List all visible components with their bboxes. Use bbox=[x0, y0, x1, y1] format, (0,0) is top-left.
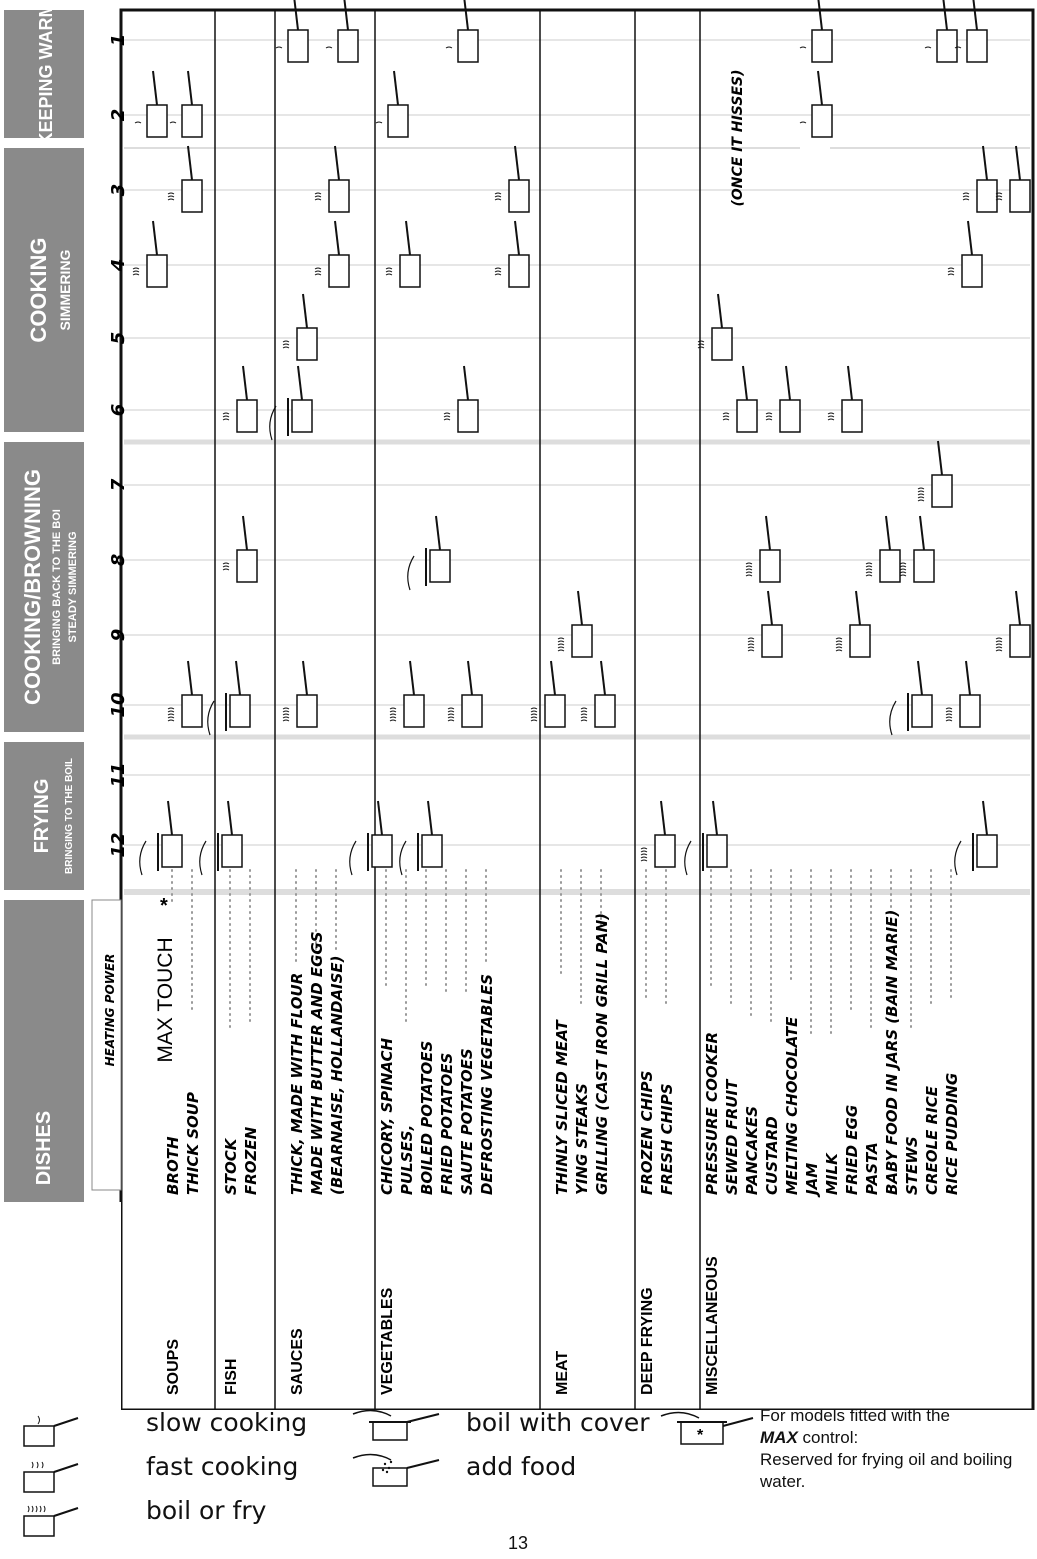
dish-labels bbox=[164, 910, 961, 1198]
left-bands bbox=[4, 10, 121, 1410]
dish-label: CREOLE RICE bbox=[923, 1086, 941, 1195]
pot-icon bbox=[444, 366, 478, 432]
band-subtitle-steady: STEADY SIMMERING bbox=[67, 531, 79, 643]
legend-slow-cooking: slow cooking bbox=[146, 1408, 308, 1437]
dish-label: PASTA bbox=[863, 1142, 881, 1195]
level-5: 5 bbox=[108, 331, 129, 345]
pot-icon bbox=[223, 516, 257, 582]
level-9: 9 bbox=[108, 628, 129, 642]
dish-label: PRESSURE COOKER bbox=[703, 1032, 721, 1195]
pot-icon bbox=[133, 221, 167, 287]
pot-icon bbox=[890, 661, 932, 735]
dish-label: MADE WITH BUTTER AND EGGS bbox=[308, 931, 326, 1195]
slow-cooking-icon bbox=[18, 1410, 88, 1450]
level-2: 2 bbox=[108, 108, 129, 122]
pot-icon bbox=[270, 366, 312, 440]
pot-icons bbox=[133, 0, 1030, 875]
pot-icon bbox=[400, 801, 442, 875]
pot-icon bbox=[168, 146, 202, 212]
pot-icon bbox=[900, 516, 934, 582]
pot-icon bbox=[558, 591, 592, 657]
band-subtitle-bringing-back: BRINGING BACK TO THE BOI bbox=[51, 509, 63, 665]
level-grid bbox=[124, 10, 1030, 1410]
svg-text:*: * bbox=[697, 1427, 704, 1444]
pot-icon bbox=[698, 294, 732, 360]
legend-add-food: add food bbox=[466, 1452, 577, 1481]
level-12: 12 bbox=[108, 832, 129, 858]
pot-icon bbox=[746, 516, 780, 582]
dish-label: CHICORY, SPINACH bbox=[378, 1037, 396, 1195]
max-note-control: control: bbox=[802, 1428, 859, 1447]
pot-icon bbox=[531, 661, 565, 727]
pot-icon bbox=[376, 71, 408, 137]
pot-icon bbox=[946, 661, 980, 727]
dish-label: FRIED EGG bbox=[843, 1104, 861, 1195]
pot-icon bbox=[208, 661, 250, 735]
max-note-line-1: For models fitted with the bbox=[760, 1406, 950, 1425]
pot-icon bbox=[918, 441, 952, 507]
pot-icon bbox=[390, 661, 424, 727]
once-it-hisses: (ONCE IT HISSES) bbox=[730, 69, 746, 207]
band-subtitle-simmering: SIMMERING bbox=[57, 249, 73, 331]
add-food-icon bbox=[345, 1448, 445, 1493]
dish-label: JAM bbox=[803, 1162, 821, 1195]
pot-icon bbox=[828, 366, 862, 432]
pot-icon bbox=[135, 71, 167, 137]
dish-label: BABY FOOD IN JARS (BAIN MARIE) bbox=[883, 909, 901, 1195]
dish-label: BOILED POTATOES bbox=[418, 1040, 436, 1195]
max-touch-star: * bbox=[160, 895, 168, 917]
category-label: VEGETABLES bbox=[379, 1287, 396, 1395]
band-title-dishes: DISHES bbox=[33, 1110, 55, 1186]
pot-icon bbox=[748, 591, 782, 657]
dish-label: GRILLING (CAST IRON GRILL PAN) bbox=[593, 912, 611, 1195]
level-1: 1 bbox=[108, 33, 129, 47]
dish-label: SAUTE POTATOES bbox=[458, 1048, 476, 1195]
pot-icon bbox=[836, 591, 870, 657]
level-6: 6 bbox=[108, 403, 129, 417]
pot-icon bbox=[641, 801, 675, 867]
pot-icon bbox=[581, 661, 615, 727]
pot-icon bbox=[140, 801, 182, 875]
dish-label: FRESH CHIPS bbox=[658, 1083, 676, 1195]
legend-boil-with-cover: boil with cover bbox=[466, 1408, 650, 1437]
dish-label: CUSTARD bbox=[763, 1116, 781, 1195]
level-numbers bbox=[108, 34, 129, 858]
dish-label: FRIED POTATOES bbox=[438, 1052, 456, 1195]
pot-icon bbox=[685, 801, 727, 875]
pot-icon bbox=[495, 221, 529, 287]
category-label: DEEP FRYING bbox=[639, 1287, 656, 1395]
dish-label: STEWS bbox=[903, 1136, 921, 1195]
pot-icon bbox=[996, 146, 1030, 212]
dish-label: SEWED FRUIT bbox=[723, 1079, 741, 1195]
category-label: MEAT bbox=[554, 1350, 571, 1395]
band-title-frying: FRYING bbox=[31, 778, 53, 854]
chart-frame bbox=[121, 10, 1033, 1410]
max-control-icon bbox=[655, 1404, 755, 1454]
pot-icon bbox=[283, 294, 317, 360]
band-separators bbox=[124, 141, 1030, 892]
pot-icon bbox=[495, 146, 529, 212]
boil-with-cover-icon bbox=[345, 1404, 445, 1449]
heating-power-label: HEATING POWER bbox=[103, 953, 117, 1067]
pot-icon bbox=[766, 366, 800, 432]
max-note-reserved: Reserved for frying oil and boiling water. bbox=[760, 1450, 1013, 1491]
pot-icon bbox=[963, 146, 997, 212]
dish-label: PANCAKES bbox=[743, 1105, 761, 1195]
dish-label: STOCK bbox=[222, 1138, 240, 1195]
fast-cooking-icon bbox=[18, 1456, 88, 1496]
max-control-note bbox=[760, 1405, 1030, 1493]
category-labels bbox=[165, 1256, 721, 1395]
level-10: 10 bbox=[108, 692, 129, 718]
dish-label: MELTING CHOCOLATE bbox=[783, 1016, 801, 1195]
pot-icon bbox=[350, 801, 392, 875]
level-11: 11 bbox=[108, 762, 129, 788]
dish-label: FROZEN CHIPS bbox=[638, 1070, 656, 1195]
dish-label: BROTH bbox=[164, 1136, 182, 1195]
pot-icon bbox=[800, 71, 832, 137]
pot-icon bbox=[223, 366, 257, 432]
legend-boil-fry: boil or fry bbox=[146, 1496, 267, 1525]
dish-label: THICK SOUP bbox=[184, 1092, 202, 1195]
dish-label: RICE PUDDING bbox=[943, 1072, 961, 1195]
band-title-cooking: COOKING bbox=[26, 237, 51, 343]
category-label: SAUCES bbox=[289, 1328, 306, 1395]
level-3: 3 bbox=[108, 183, 129, 197]
boil-fry-icon bbox=[18, 1500, 88, 1540]
pot-icon bbox=[200, 801, 242, 875]
dish-label: YING STEAKS bbox=[573, 1083, 591, 1195]
max-touch-label: MAX TOUCH bbox=[154, 937, 177, 1063]
dish-label: THICK, MADE WITH FLOUR bbox=[288, 972, 306, 1195]
band-subtitle-bringing-boil: BRINGING TO THE BOIL bbox=[64, 758, 75, 874]
category-label: SOUPS bbox=[165, 1338, 182, 1395]
band-title-keeping-warm: KEEPING WARM bbox=[36, 2, 56, 146]
category-label: FISH bbox=[223, 1358, 240, 1395]
category-label: MISCELLANEOUS bbox=[704, 1256, 721, 1395]
max-note-max: MAX bbox=[760, 1428, 798, 1447]
page-number: 13 bbox=[508, 1533, 529, 1553]
pot-icon bbox=[408, 516, 450, 590]
pot-icon bbox=[315, 146, 349, 212]
pot-icon bbox=[948, 221, 982, 287]
legend-fast-cooking: fast cooking bbox=[146, 1452, 299, 1481]
pot-icon bbox=[955, 801, 997, 875]
band-title-cooking-browning: COOKING/BROWNING bbox=[20, 469, 45, 705]
pot-icon bbox=[170, 71, 202, 137]
pot-icon bbox=[448, 661, 482, 727]
pot-icon bbox=[723, 366, 757, 432]
level-7: 7 bbox=[108, 478, 129, 492]
dish-label: DEFROSTING VEGETABLES bbox=[478, 973, 496, 1195]
pot-icon bbox=[866, 516, 900, 582]
pot-icon bbox=[386, 221, 420, 287]
level-4: 4 bbox=[108, 258, 129, 272]
pot-icon bbox=[168, 661, 202, 727]
pot-icon bbox=[315, 221, 349, 287]
pot-icon bbox=[996, 591, 1030, 657]
dish-label: (BEARNAISE, HOLLANDAISE) bbox=[328, 955, 346, 1195]
dish-label: FROZEN bbox=[242, 1126, 260, 1195]
dish-label: PULSES, bbox=[398, 1124, 416, 1195]
dish-label: MILK bbox=[823, 1153, 841, 1195]
level-8: 8 bbox=[108, 553, 129, 567]
pot-icon bbox=[283, 661, 317, 727]
dish-label: THINLY SLICED MEAT bbox=[553, 1020, 571, 1195]
